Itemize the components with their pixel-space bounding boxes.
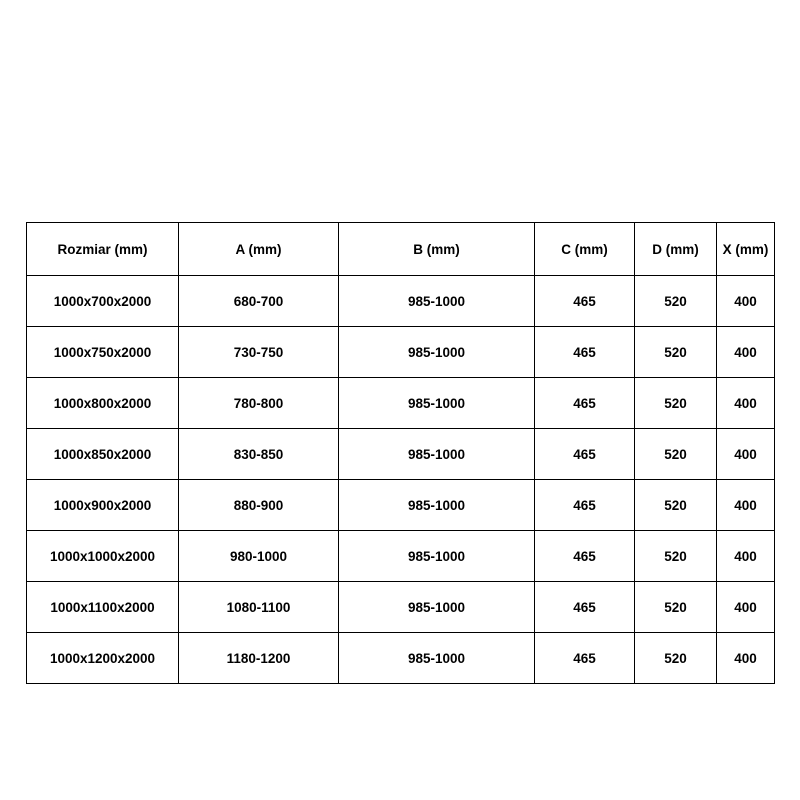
cell-a: 980-1000 (179, 531, 339, 582)
cell-a: 830-850 (179, 429, 339, 480)
cell-c: 465 (535, 480, 635, 531)
cell-a: 730-750 (179, 327, 339, 378)
cell-rozmiar: 1000x900x2000 (27, 480, 179, 531)
cell-rozmiar: 1000x1100x2000 (27, 582, 179, 633)
cell-b: 985-1000 (339, 480, 535, 531)
specification-table (26, 222, 775, 684)
table-row (27, 582, 775, 633)
cell-rozmiar: 1000x750x2000 (27, 327, 179, 378)
cell-c: 465 (535, 582, 635, 633)
table-header (27, 223, 775, 276)
cell-b: 985-1000 (339, 276, 535, 327)
cell-b: 985-1000 (339, 531, 535, 582)
column-header-d: D (mm) (635, 223, 717, 276)
cell-a: 1080-1100 (179, 582, 339, 633)
cell-a: 1180-1200 (179, 633, 339, 684)
table-row (27, 480, 775, 531)
cell-d: 520 (635, 327, 717, 378)
column-header-b: B (mm) (339, 223, 535, 276)
cell-d: 520 (635, 531, 717, 582)
cell-d: 520 (635, 429, 717, 480)
cell-rozmiar: 1000x800x2000 (27, 378, 179, 429)
table-row (27, 531, 775, 582)
cell-x: 400 (717, 633, 775, 684)
cell-b: 985-1000 (339, 429, 535, 480)
cell-x: 400 (717, 429, 775, 480)
cell-a: 780-800 (179, 378, 339, 429)
table-row (27, 429, 775, 480)
cell-x: 400 (717, 480, 775, 531)
cell-x: 400 (717, 378, 775, 429)
cell-rozmiar: 1000x1000x2000 (27, 531, 179, 582)
column-header-rozmiar: Rozmiar (mm) (27, 223, 179, 276)
cell-d: 520 (635, 633, 717, 684)
cell-c: 465 (535, 276, 635, 327)
cell-x: 400 (717, 327, 775, 378)
cell-rozmiar: 1000x850x2000 (27, 429, 179, 480)
table-row (27, 276, 775, 327)
cell-d: 520 (635, 582, 717, 633)
cell-c: 465 (535, 327, 635, 378)
cell-b: 985-1000 (339, 327, 535, 378)
table-row (27, 378, 775, 429)
cell-a: 680-700 (179, 276, 339, 327)
cell-a: 880-900 (179, 480, 339, 531)
cell-rozmiar: 1000x1200x2000 (27, 633, 179, 684)
table-header-row (27, 223, 775, 276)
specification-table-container (26, 222, 774, 684)
table-body (27, 276, 775, 684)
cell-b: 985-1000 (339, 633, 535, 684)
cell-rozmiar: 1000x700x2000 (27, 276, 179, 327)
cell-x: 400 (717, 531, 775, 582)
cell-d: 520 (635, 378, 717, 429)
cell-b: 985-1000 (339, 582, 535, 633)
column-header-c: C (mm) (535, 223, 635, 276)
table-row (27, 633, 775, 684)
cell-b: 985-1000 (339, 378, 535, 429)
table-row (27, 327, 775, 378)
cell-d: 520 (635, 276, 717, 327)
cell-c: 465 (535, 531, 635, 582)
cell-c: 465 (535, 378, 635, 429)
column-header-a: A (mm) (179, 223, 339, 276)
cell-c: 465 (535, 633, 635, 684)
cell-x: 400 (717, 276, 775, 327)
cell-d: 520 (635, 480, 717, 531)
cell-x: 400 (717, 582, 775, 633)
cell-c: 465 (535, 429, 635, 480)
column-header-x: X (mm) (717, 223, 775, 276)
